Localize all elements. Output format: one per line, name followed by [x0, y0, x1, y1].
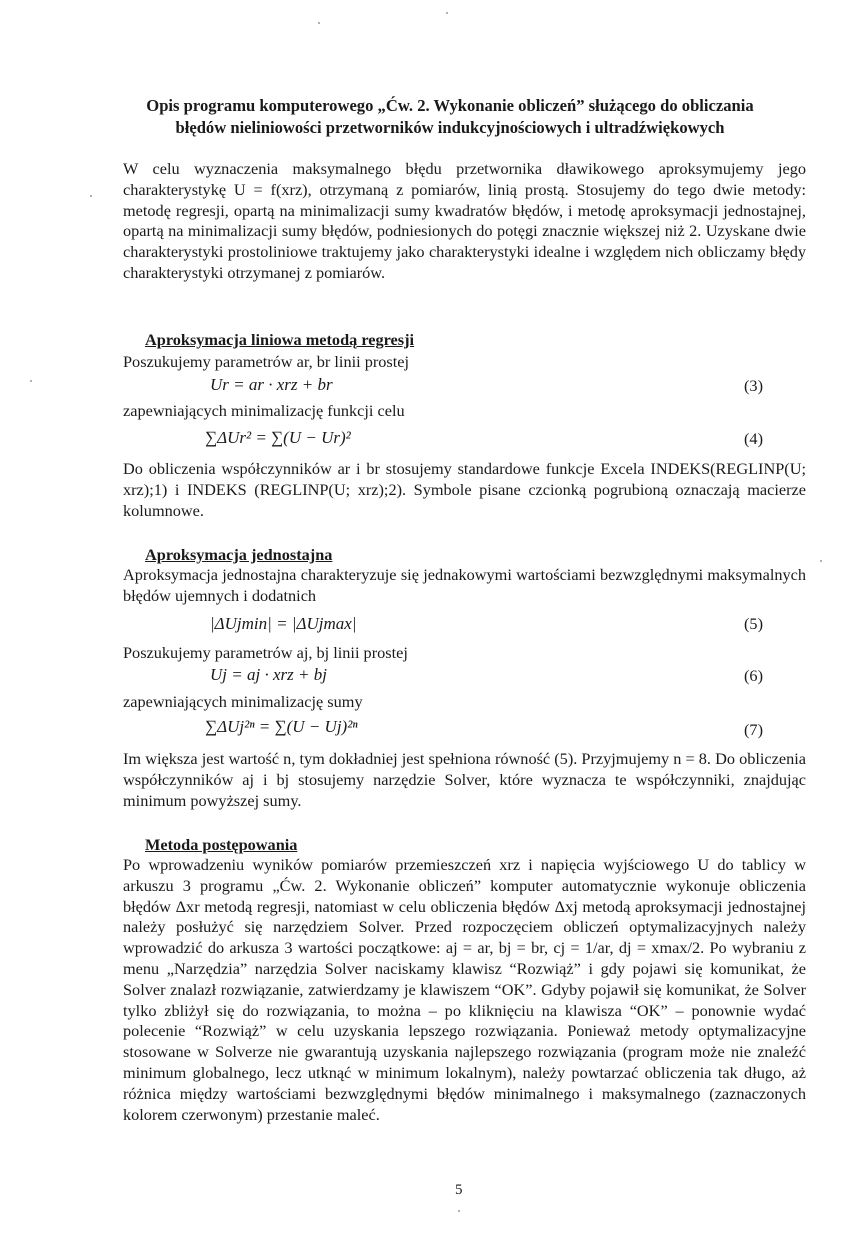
regression-text: Do obliczenia współczynników ar i br stosujemy standardowe funkcje Excela INDEKS(REGLINP(U; xrz);1) i INDEKS (REGLINP(U; xrz);2). Symbole pisane czcionką pogrubioną oznaczają macierze kolumnowe. [123, 459, 806, 520]
equation-3: Ur = ar · xrz + br [210, 375, 333, 394]
title-line-1: Opis programu komputerowego „Ćw. 2. Wykonanie obliczeń” służącego do obliczania [146, 96, 754, 115]
scan-speck [30, 380, 32, 382]
equation-5-number: (5) [744, 614, 763, 633]
scan-speck [90, 195, 92, 197]
minimize-sum-line: zapewniających minimalizację sumy [123, 692, 363, 711]
uniform-params-line: Poszukujemy parametrów aj, bj linii prostej [123, 643, 408, 662]
page-number: 5 [455, 1182, 463, 1198]
scan-speck [458, 1210, 460, 1212]
procedure-text: Po wprowadzeniu wyników pomiarów przemieszczeń xrz i napięcia wyjściowego U do tablicy w arkuszu 3 programu „Ćw. 2. Wykonanie obliczeń” komputer automatycznie wykonuje obliczenia błędów Δxr metodą regresji, natomiast w celu obliczenia błędów Δxj metodą aproksymacji jednostajnej należy posłużyć się narzędziem Solver. Przed rozpoczęciem obliczeń optymalizacyjnych należy wprowadzić do arkusza 3 wartości początkowe: aj = ar, bj = br, cj = 1/ar, dj = xmax/2. Po wybraniu z menu „Narzędzia” narzędzia Solver naciskamy klawisz “Rozwiąż” i gdy pojawi się komunikat, że Solver znalazł rozwiązanie, zatwierdzamy je klawiszem “OK”. Gdyby pojawił się komunikat, że Solver tylko zbliżył się do rozwiązania, to można – po kliknięciu na klawisza “OK” – ponownie wydać polecenie “Rozwiąż” w celu uzyskania lepszego rozwiązania. Ponieważ metody optymalizacyjne stosowane w Solverze nie gwarantują uzyskania najlepszego rozwiązania (program może nie znaleźć minimum globalnego, lecz utknąć w minimum lokalnym), należy powtarzać obliczenia tak długo, aż różnica między wartościami bezwzględnymi błędów minimalnego i maksymalnego (zaznaczonych kolorem czerwonym) przestanie maleć. [123, 855, 806, 1124]
equation-6-number: (6) [744, 666, 763, 685]
scan-speck [318, 22, 320, 24]
document-title [110, 95, 790, 139]
equation-4-number: (4) [744, 429, 763, 448]
scan-speck [446, 12, 448, 14]
uniform-text: Im większa jest wartość n, tym dokładniej jest spełniona równość (5). Przyjmujemy n = 8. Do obliczenia współczynników aj i bj stosujemy narzędzie Solver, które wyznacza te współczynniki, znajdując minimum powyższej sumy. [123, 749, 806, 810]
equation-5: |ΔUjmin| = |ΔUjmax| [210, 614, 357, 633]
objective-function-line: zapewniających minimalizację funkcji celu [123, 401, 405, 420]
section-heading-uniform: Aproksymacja jednostajna [145, 545, 333, 564]
intro-paragraph: W celu wyznaczenia maksymalnego błędu przetwornika dławikowego aproksymujemy jego charakterystykę U = f(xrz), otrzymaną z pomiarów, linią prostą. Stosujemy do tego dwie metody: metodę regresji, opartą na minimalizacji sumy kwadratów błędów, i metodę aproksymacji jednostajnej, opartą na minimalizacji sumy błędów, podniesionych do potęgi znacznie większej niż 2. Uzyskane dwie charakterystyki prostoliniowe traktujemy jako charakterystyki idealne i względem nich obliczamy błędy charakterystyki otrzymanej z pomiarów. [123, 159, 806, 282]
regression-params-line: Poszukujemy parametrów ar, br linii prostej [123, 352, 410, 371]
equation-3-number: (3) [744, 376, 763, 395]
equation-7-number: (7) [744, 720, 763, 739]
equation-7: ∑ΔUj²ⁿ = ∑(U − Uj)²ⁿ [205, 717, 358, 736]
equation-6: Uj = aj · xrz + bj [210, 665, 327, 684]
uniform-intro-text: Aproksymacja jednostajna charakteryzuje się jednakowymi wartościami bezwzględnymi maksymalnych błędów ujemnych i dodatnich [123, 565, 806, 605]
section-heading-procedure: Metoda postępowania [145, 835, 298, 854]
section-heading-regression: Aproksymacja liniowa metodą regresji [145, 330, 415, 349]
equation-4: ∑ΔUr² = ∑(U − Ur)² [205, 428, 351, 447]
scan-speck [820, 560, 822, 562]
title-line-2: błędów nieliniowości przetworników indukcyjnościowych i ultradźwiękowych [175, 118, 725, 137]
